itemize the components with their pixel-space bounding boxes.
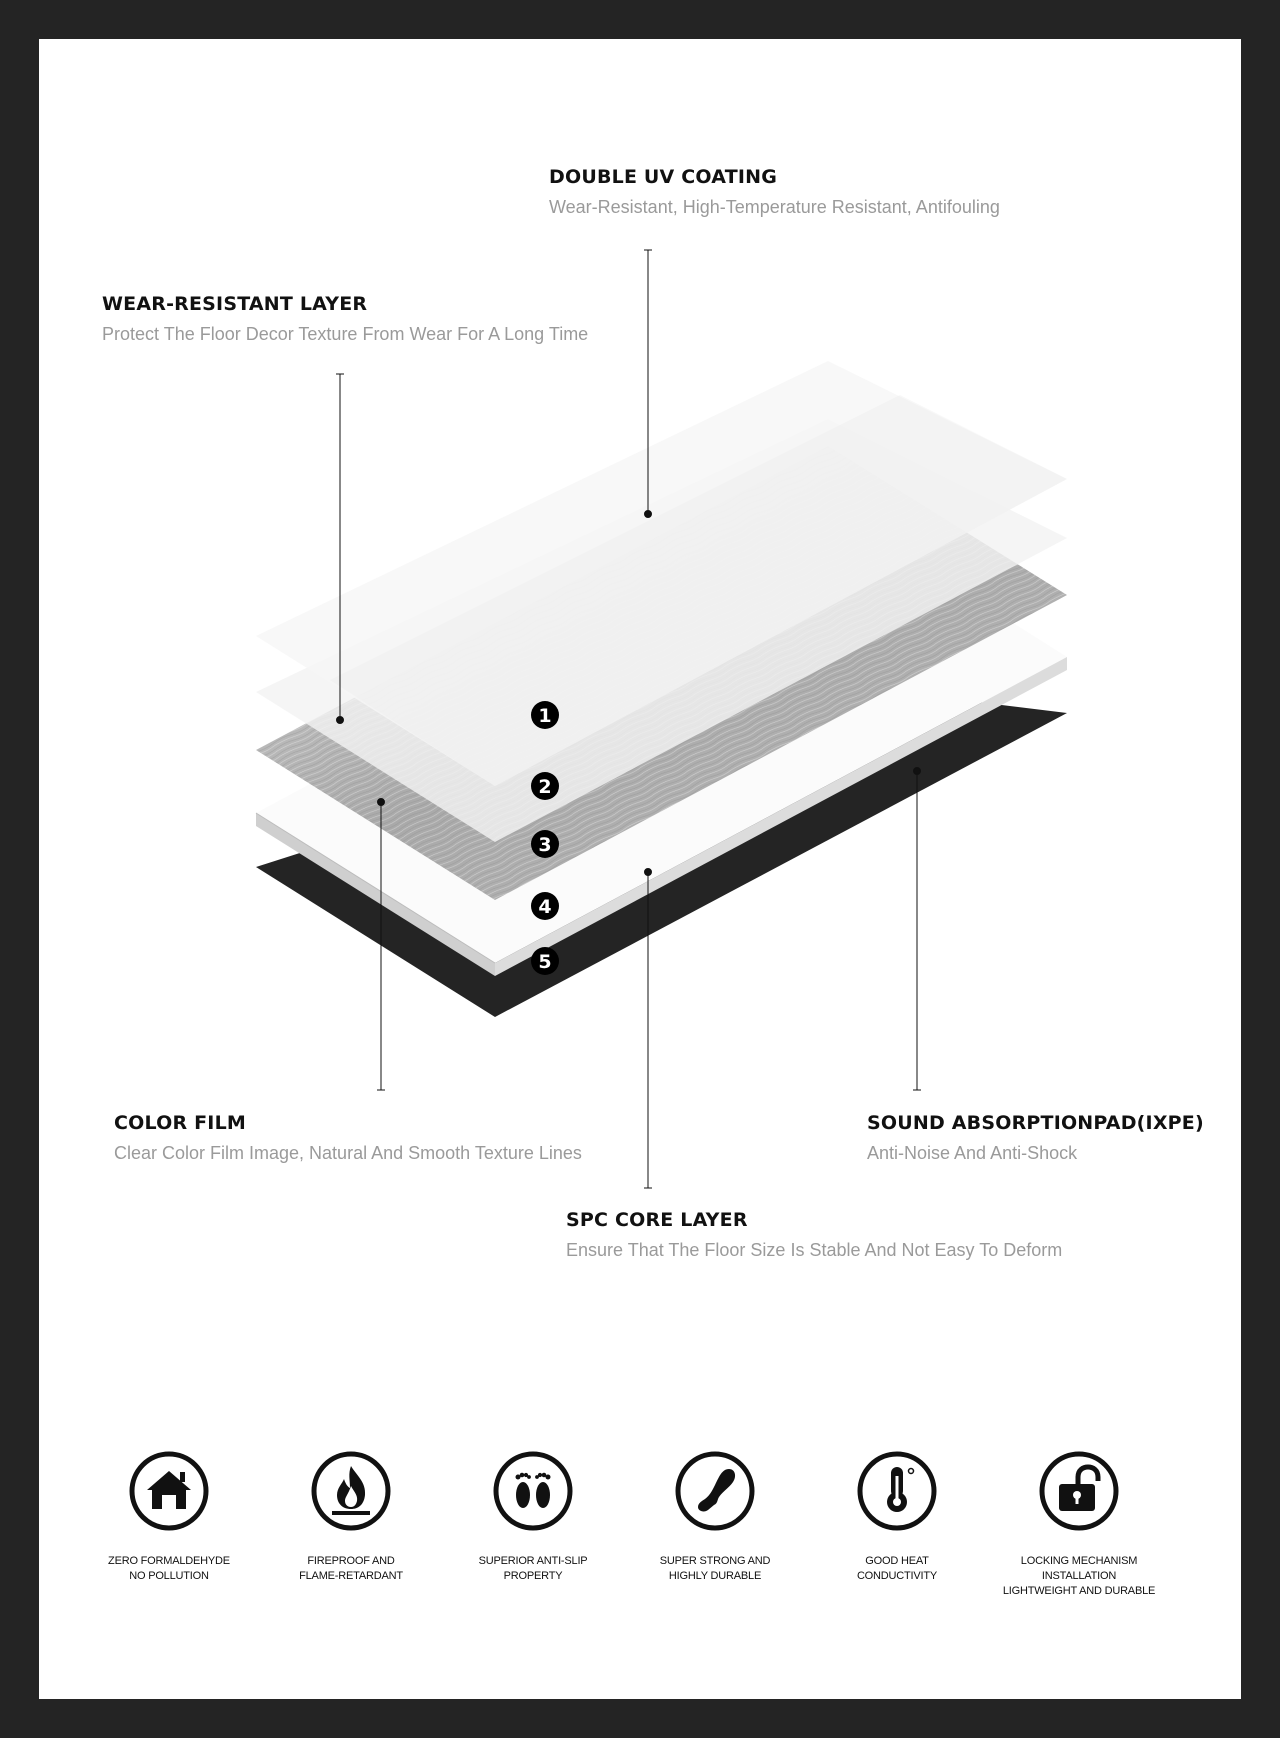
feature-line-1: SUPERIOR ANTI-SLIP	[478, 1555, 588, 1567]
ixpe-leader	[913, 768, 921, 1091]
feature-anti-slip	[443, 1450, 623, 1584]
spc-core-desc: Ensure That The Floor Size Is Stable And Not Easy To Deform	[566, 1240, 1063, 1260]
feature-line-1: GOOD HEAT	[865, 1555, 929, 1567]
color-film-label	[114, 1112, 582, 1164]
feature-heat-conductivity	[807, 1450, 987, 1584]
spc-core-label	[566, 1209, 1062, 1261]
feature-line-2: CONDUCTIVITY	[856, 1570, 938, 1582]
feature-durable	[625, 1450, 805, 1584]
layer-number-1: 1	[538, 705, 552, 727]
feature-line-2: LIGHTWEIGHT AND DURABLE	[1002, 1585, 1156, 1597]
feature-line-2: NO POLLUTION	[129, 1570, 209, 1582]
house-icon	[128, 1450, 210, 1532]
spc-core-title: SPC CORE LAYER	[566, 1209, 748, 1231]
ixpe-desc: Anti-Noise And Anti-Shock	[867, 1143, 1078, 1163]
feature-line-1: FIREPROOF AND	[307, 1555, 395, 1567]
padlock-icon	[1038, 1450, 1120, 1532]
feature-line-1: LOCKING MECHANISM INSTALLATION	[1020, 1555, 1138, 1582]
uv-coating-title: DOUBLE UV COATING	[549, 166, 778, 188]
wear-layer-label	[102, 293, 588, 345]
feature-locking-mechanism	[989, 1450, 1169, 1599]
thermometer-icon	[856, 1450, 938, 1532]
feature-line-2: PROPERTY	[503, 1570, 563, 1582]
feature-line-1: ZERO FORMALDEHYDE	[108, 1555, 230, 1567]
layer-number-5: 5	[538, 951, 552, 973]
uv-coating-label	[549, 166, 1000, 218]
ixpe-title: SOUND ABSORPTIONPAD(IXPE)	[867, 1112, 1204, 1134]
ixpe-label	[867, 1112, 1204, 1164]
feature-fireproof	[261, 1450, 441, 1584]
wear-layer-title: WEAR-RESISTANT LAYER	[102, 293, 368, 315]
color-film-title: COLOR FILM	[114, 1112, 246, 1134]
footprints-icon	[492, 1450, 574, 1532]
flame-icon	[310, 1450, 392, 1532]
uv-coating-desc: Wear-Resistant, High-Temperature Resistant, Antifouling	[549, 197, 1000, 217]
feature-line-2: FLAME-RETARDANT	[299, 1570, 403, 1582]
layer-number-2: 2	[538, 776, 552, 798]
feature-line-1: SUPER STRONG AND	[659, 1555, 771, 1567]
color-film-desc: Clear Color Film Image, Natural And Smooth Texture Lines	[114, 1143, 582, 1163]
layer-number-3: 3	[538, 834, 552, 856]
layer-number-4: 4	[538, 896, 552, 918]
shoe-print-icon	[674, 1450, 756, 1532]
feature-line-2: HIGHLY DURABLE	[668, 1570, 762, 1582]
feature-zero-formaldehyde	[79, 1450, 259, 1584]
wear-layer-desc: Protect The Floor Decor Texture From Wear For A Long Time	[102, 324, 589, 344]
